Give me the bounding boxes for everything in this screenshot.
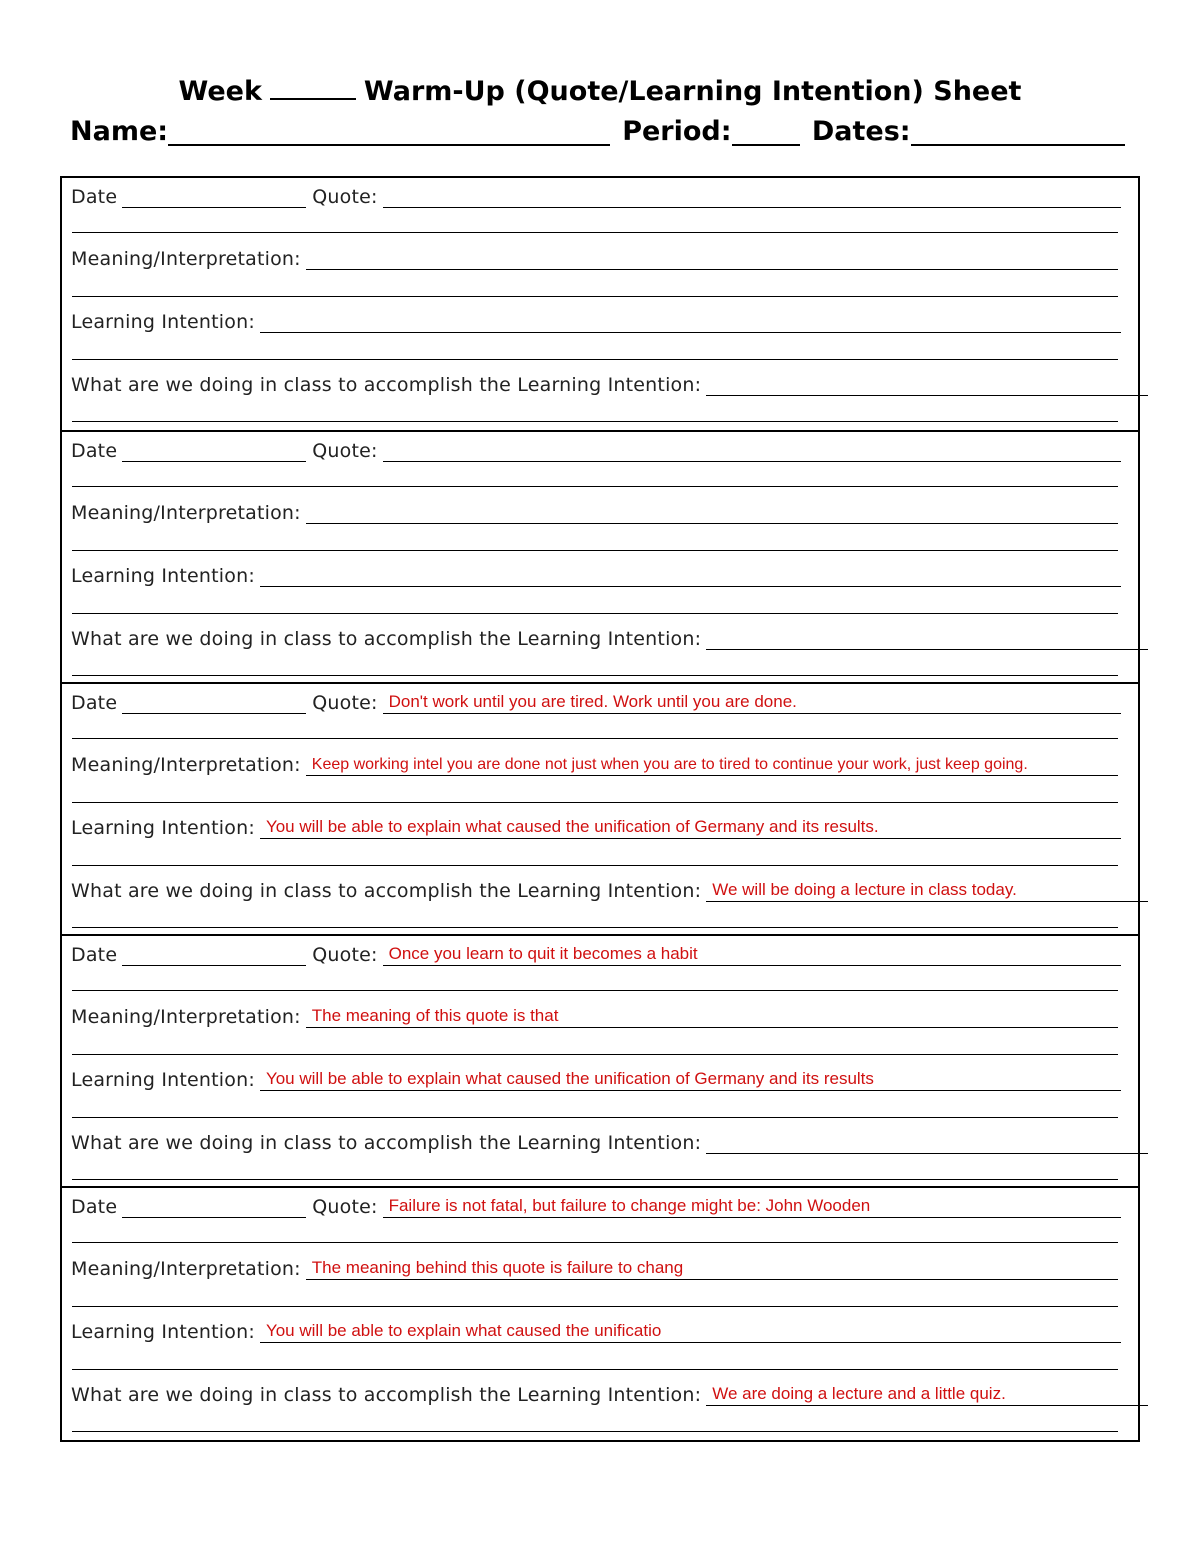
doing-continuation-line[interactable] — [72, 675, 1118, 676]
quote-label: Quote: — [312, 440, 378, 462]
doing-continuation-line[interactable] — [72, 927, 1118, 928]
learning-field[interactable] — [260, 308, 1121, 333]
warmup-table — [60, 176, 1140, 1442]
meaning-row — [71, 242, 1118, 270]
doing-label: What are we doing in class to accomplish the Learning Intention: — [71, 628, 702, 650]
doing-row — [71, 622, 1148, 650]
doing-label: What are we doing in class to accomplish the Learning Intention: — [71, 1384, 702, 1406]
doing-field[interactable] — [706, 877, 1148, 902]
doing-answer: We are doing a lecture and a little quiz. — [712, 1384, 1006, 1403]
quote-answer: Failure is not fatal, but failure to change might be: John Wooden — [388, 1196, 871, 1215]
learning-label: Learning Intention: — [71, 1321, 255, 1343]
learning-field[interactable] — [260, 1318, 1121, 1343]
date-field[interactable] — [122, 941, 306, 966]
dates-field[interactable] — [911, 116, 1125, 146]
worksheet-title — [0, 72, 1200, 112]
learning-field[interactable] — [260, 1066, 1121, 1091]
quote-field[interactable] — [383, 1193, 1121, 1218]
doing-label: What are we doing in class to accomplish the Learning Intention: — [71, 374, 702, 396]
quote-field[interactable] — [383, 437, 1121, 462]
entry-block — [62, 934, 1138, 1188]
doing-field[interactable] — [706, 1129, 1148, 1154]
date-label: Date — [71, 944, 118, 966]
learning-field[interactable] — [260, 562, 1121, 587]
learning-row — [71, 1063, 1121, 1091]
entry-block — [62, 178, 1138, 430]
quote-continuation-line[interactable] — [72, 1242, 1118, 1243]
quote-label: Quote: — [312, 692, 378, 714]
meaning-label: Meaning/Interpretation: — [71, 1258, 301, 1280]
quote-continuation-line[interactable] — [72, 232, 1118, 233]
learning-label: Learning Intention: — [71, 1069, 255, 1091]
quote-field[interactable] — [383, 689, 1121, 714]
meaning-continuation-line[interactable] — [72, 802, 1118, 803]
date-field[interactable] — [122, 183, 306, 208]
meaning-row — [71, 1252, 1118, 1280]
meaning-answer: Keep working intel you are done not just when you are to tired to continue your work, just keep going. — [311, 756, 1028, 773]
doing-row — [71, 1126, 1148, 1154]
learning-row — [71, 1315, 1121, 1343]
meaning-label: Meaning/Interpretation: — [71, 248, 301, 270]
name-label: Name: — [70, 116, 169, 147]
meaning-continuation-line[interactable] — [72, 550, 1118, 551]
week-label: Week — [178, 76, 262, 107]
quote-field[interactable] — [383, 941, 1121, 966]
meaning-field[interactable] — [306, 751, 1118, 776]
quote-label: Quote: — [312, 186, 378, 208]
doing-field[interactable] — [706, 371, 1148, 396]
learning-continuation-line[interactable] — [72, 359, 1118, 360]
learning-row — [71, 559, 1121, 587]
meaning-field[interactable] — [306, 245, 1118, 270]
learning-row — [71, 811, 1121, 839]
date-quote-row — [71, 938, 1121, 966]
learning-continuation-line[interactable] — [72, 1117, 1118, 1118]
meaning-label: Meaning/Interpretation: — [71, 1006, 301, 1028]
name-field[interactable] — [168, 116, 610, 146]
quote-label: Quote: — [312, 944, 378, 966]
meaning-answer: The meaning of this quote is that — [311, 1006, 559, 1025]
date-quote-row — [71, 180, 1121, 208]
entry-block — [62, 430, 1138, 684]
date-quote-row — [71, 686, 1121, 714]
learning-answer: You will be able to explain what caused the unification of Germany and its results. — [265, 817, 879, 836]
doing-label: What are we doing in class to accomplish the Learning Intention: — [71, 1132, 702, 1154]
date-quote-row — [71, 1190, 1121, 1218]
meaning-continuation-line[interactable] — [72, 296, 1118, 297]
meaning-row — [71, 1000, 1118, 1028]
doing-row — [71, 368, 1148, 396]
quote-answer: Don't work until you are tired. Work until you are done. — [388, 692, 797, 711]
meaning-row — [71, 748, 1118, 776]
doing-field[interactable] — [706, 625, 1148, 650]
meaning-label: Meaning/Interpretation: — [71, 754, 301, 776]
learning-answer: You will be able to explain what caused the unificatio — [265, 1321, 662, 1340]
week-blank[interactable] — [270, 72, 356, 100]
quote-continuation-line[interactable] — [72, 738, 1118, 739]
learning-label: Learning Intention: — [71, 565, 255, 587]
learning-field[interactable] — [260, 814, 1121, 839]
doing-label: What are we doing in class to accomplish the Learning Intention: — [71, 880, 702, 902]
meaning-row — [71, 496, 1118, 524]
learning-answer: You will be able to explain what caused the unification of Germany and its results — [265, 1069, 874, 1088]
learning-continuation-line[interactable] — [72, 613, 1118, 614]
period-field[interactable] — [732, 116, 800, 146]
doing-row — [71, 874, 1148, 902]
date-field[interactable] — [122, 437, 306, 462]
date-quote-row — [71, 434, 1121, 462]
doing-continuation-line[interactable] — [72, 421, 1118, 422]
quote-label: Quote: — [312, 1196, 378, 1218]
quote-continuation-line[interactable] — [72, 486, 1118, 487]
learning-label: Learning Intention: — [71, 817, 255, 839]
title-text: Warm-Up (Quote/Learning Intention) Sheet — [363, 76, 1022, 107]
entry-block — [62, 682, 1138, 936]
period-label: Period: — [622, 116, 732, 147]
entry-block — [62, 1186, 1138, 1440]
learning-continuation-line[interactable] — [72, 1369, 1118, 1370]
date-label: Date — [71, 440, 118, 462]
date-field[interactable] — [122, 689, 306, 714]
meaning-field[interactable] — [306, 1003, 1118, 1028]
doing-row — [71, 1378, 1148, 1406]
learning-row — [71, 305, 1121, 333]
meaning-field[interactable] — [306, 1255, 1118, 1280]
learning-label: Learning Intention: — [71, 311, 255, 333]
student-info-row — [70, 112, 1125, 152]
date-label: Date — [71, 692, 118, 714]
meaning-field[interactable] — [306, 499, 1118, 524]
meaning-answer: The meaning behind this quote is failure to chang — [311, 1258, 684, 1277]
meaning-label: Meaning/Interpretation: — [71, 502, 301, 524]
meaning-continuation-line[interactable] — [72, 1306, 1118, 1307]
date-label: Date — [71, 1196, 118, 1218]
doing-field[interactable] — [706, 1381, 1148, 1406]
date-field[interactable] — [122, 1193, 306, 1218]
quote-field[interactable] — [383, 183, 1121, 208]
doing-continuation-line[interactable] — [72, 1431, 1118, 1432]
quote-answer: Once you learn to quit it becomes a habit — [388, 944, 698, 963]
doing-continuation-line[interactable] — [72, 1179, 1118, 1180]
learning-continuation-line[interactable] — [72, 865, 1118, 866]
doing-answer: We will be doing a lecture in class today. — [712, 880, 1017, 899]
meaning-continuation-line[interactable] — [72, 1054, 1118, 1055]
date-label: Date — [71, 186, 118, 208]
dates-label: Dates: — [811, 116, 911, 147]
quote-continuation-line[interactable] — [72, 990, 1118, 991]
